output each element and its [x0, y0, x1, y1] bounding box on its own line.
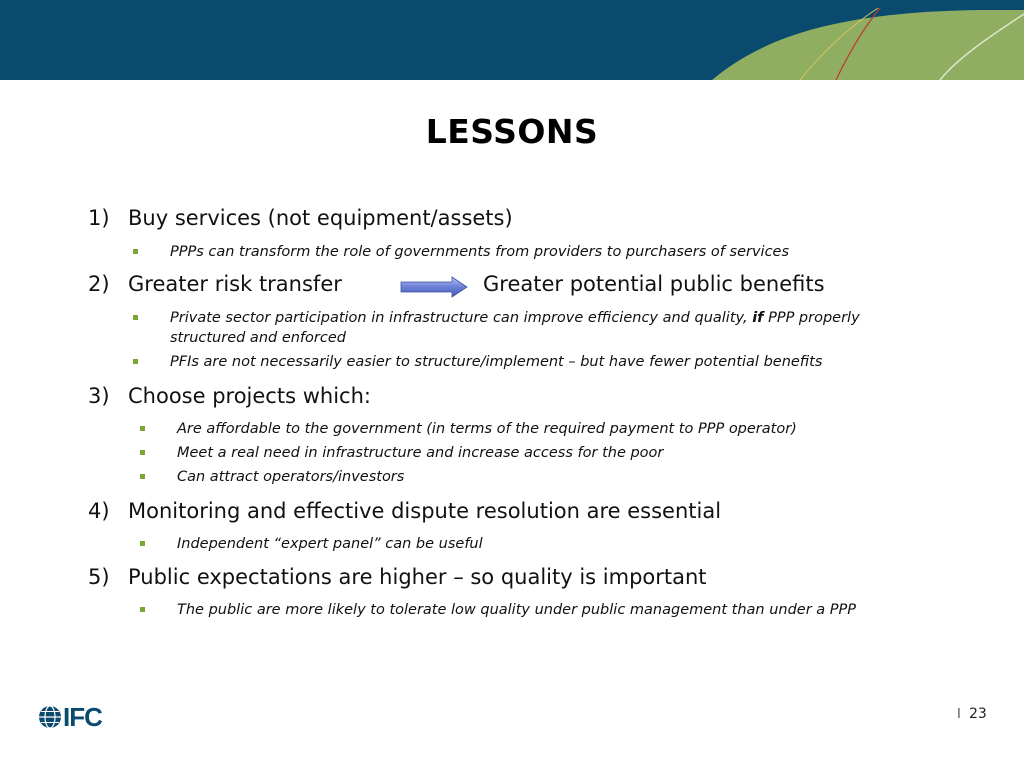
sub-point-text: Meet a real need in infrastructure and increase access for the poor: [177, 445, 664, 461]
sub-point-text-line2: structured and enforced: [170, 330, 346, 346]
sub-point-text: The public are more likely to tolerate low quality under public management than under a PPP: [177, 602, 857, 618]
sub-point-text: PPPs can transform the role of governments from providers to purchasers of services: [170, 244, 790, 260]
page-number: 23: [969, 706, 987, 722]
square-bullet-icon: [140, 607, 145, 612]
square-bullet-icon: [140, 541, 145, 546]
square-bullet-icon: [133, 315, 138, 320]
sub-point: [170, 308, 950, 348]
globe-icon: [38, 705, 62, 729]
lesson-number: 4): [88, 499, 110, 523]
lesson-text: Buy services (not equipment/assets): [128, 206, 513, 230]
square-bullet-icon: [140, 450, 145, 455]
sub-point: [177, 419, 797, 439]
right-arrow-icon: [400, 276, 468, 298]
lesson-number: 2): [88, 272, 110, 296]
sub-point-text: PFIs are not necessarily easier to structure/implement – but have fewer potential benefits: [170, 354, 823, 370]
lesson-text: Public expectations are higher – so quality is important: [128, 565, 707, 589]
sub-point-text-cont: PPP properly: [763, 310, 860, 326]
sub-point-text: Can attract operators/investors: [177, 469, 405, 485]
lesson-number: 3): [88, 384, 110, 408]
page-title: LESSONS: [425, 112, 599, 151]
ifc-logo: [38, 703, 110, 731]
square-bullet-icon: [140, 426, 145, 431]
lesson-number: 5): [88, 565, 110, 589]
lesson-text-right: Greater potential public benefits: [483, 272, 825, 296]
sub-point: [177, 443, 663, 463]
page-separator: I: [957, 707, 961, 722]
logo-text: IFC: [63, 702, 102, 732]
sub-point: [177, 600, 856, 620]
square-bullet-icon: [133, 249, 138, 254]
sub-point: [170, 352, 822, 372]
header-band: [0, 0, 1024, 80]
sub-point-text: Private sector participation in infrastructure can improve efficiency and quality,: [170, 310, 753, 326]
square-bullet-icon: [140, 474, 145, 479]
sub-point: [177, 534, 483, 554]
sub-point-emphasis: if: [752, 310, 764, 326]
square-bullet-icon: [133, 359, 138, 364]
sub-point-text: Are affordable to the government (in terms of the required payment to PPP operator): [177, 421, 797, 437]
lesson-text-left: Greater risk transfer: [128, 272, 342, 296]
sub-point: [177, 467, 404, 487]
sub-point-text: Independent “expert panel” can be useful: [177, 536, 483, 552]
lesson-text: Monitoring and effective dispute resolution are essential: [128, 499, 722, 523]
lesson-number: 1): [88, 206, 110, 230]
sub-point: [170, 242, 789, 262]
lesson-text: Choose projects which:: [128, 384, 371, 408]
